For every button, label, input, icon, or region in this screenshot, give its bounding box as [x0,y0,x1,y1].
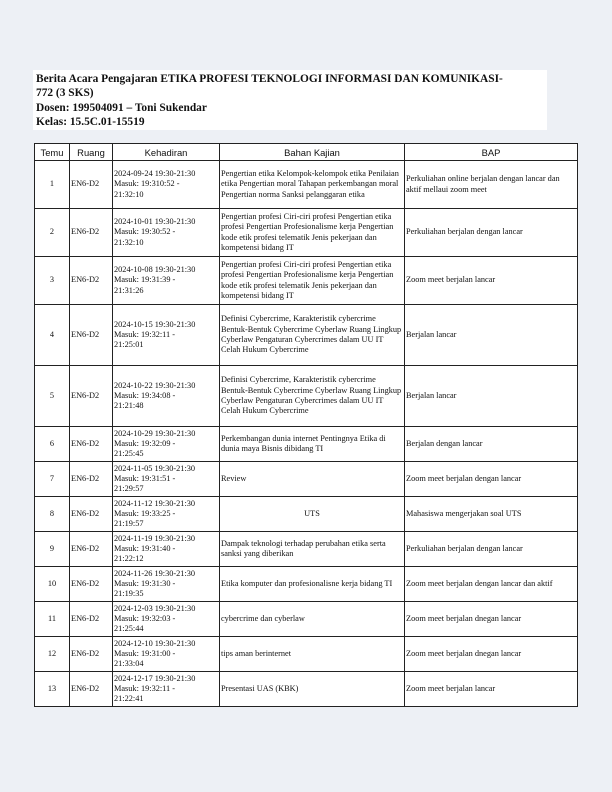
attendance-check-out: 21:19:57 [114,519,144,529]
attendance-check-in: Masuk: 19:34:08 - [114,390,176,400]
attendance-schedule: 2024-10-15 19:30-21:30 [114,319,196,329]
attendance-check-out: 21:32:10 [114,237,144,247]
attendance-schedule: 2024-10-29 19:30-21:30 [114,428,196,438]
table-row [35,209,578,257]
attendance-check-out: 21:31:26 [114,285,144,295]
attendance-cell [113,497,220,532]
study-material: UTS [220,497,405,532]
room-code: EN6-D2 [70,366,113,427]
attendance-check-in: Masuk: 19:31:51 - [114,473,176,483]
room-code: EN6-D2 [70,257,113,305]
meeting-number: 9 [35,532,70,567]
attendance-cell [113,209,220,257]
attendance-check-in: Masuk: 19:32:09 - [114,438,176,448]
attendance-cell [113,427,220,462]
teaching-record-table [34,143,578,707]
attendance-check-out: 21:25:01 [114,340,144,350]
attendance-check-in: Masuk: 19:32:03 - [114,613,176,623]
attendance-check-in: Masuk: 19:32:11 - [114,329,175,339]
attendance-cell [113,567,220,602]
attendance-cell [113,161,220,209]
bap-note: Perkuliahan berjalan dengan lancar [405,209,578,257]
study-material: cybercrime dan cyberlaw [220,602,405,637]
attendance-check-out: 21:22:41 [114,694,144,704]
bap-note: Berjalan lancar [405,366,578,427]
meeting-number: 6 [35,427,70,462]
table-row [35,305,578,366]
room-code: EN6-D2 [70,672,113,707]
attendance-schedule: 2024-12-10 19:30-21:30 [114,638,196,648]
attendance-cell [113,532,220,567]
bap-note: Mahasiswa mengerjakan soal UTS [405,497,578,532]
attendance-check-in: Masuk: 19:30:52 - [114,227,176,237]
table-row [35,497,578,532]
meeting-number: 12 [35,637,70,672]
room-code: EN6-D2 [70,637,113,672]
attendance-schedule: 2024-09-24 19:30-21:30 [114,169,196,179]
course-title-line-2: 772 (3 SKS) [36,87,94,100]
attendance-schedule: 2024-10-08 19:30-21:30 [114,265,196,275]
study-material: Etika komputer dan profesionalisne kerja bidang TI [220,567,405,602]
meeting-number: 13 [35,672,70,707]
meeting-number: 7 [35,462,70,497]
room-code: EN6-D2 [70,532,113,567]
attendance-check-in: Masuk: 19:310:52 - [114,179,180,189]
attendance-check-out: 21:19:35 [114,589,144,599]
table-row [35,257,578,305]
table-row [35,672,578,707]
meeting-number: 1 [35,161,70,209]
room-code: EN6-D2 [70,497,113,532]
meeting-number: 3 [35,257,70,305]
study-material: Pengertian profesi Ciri-ciri profesi Pengertian etika profesi Pengertian Profesionalisme kerja Pengertian kode etik profesi telematik Jenis pekerjaan dan kompetensi bidang IT [220,209,405,257]
course-title-line-1: Berita Acara Pengajaran ETIKA PROFESI TEKNOLOGI INFORMASI DAN KOMUNIKASI- [36,73,503,85]
attendance-cell [113,305,220,366]
bap-note: Zoom meet berjalan dnegan lancar [405,637,578,672]
table-row [35,462,578,497]
attendance-cell [113,672,220,707]
column-header-bap: BAP [405,144,578,161]
attendance-check-out: 21:33:04 [114,659,144,669]
study-material: Perkembangan dunia internet Pentingnya Etika di dunia maya Bisnis dibidang TI [220,427,405,462]
table-row [35,161,578,209]
room-code: EN6-D2 [70,567,113,602]
table-row [35,366,578,427]
attendance-check-in: Masuk: 19:31:40 - [114,543,176,553]
attendance-check-out: 21:25:45 [114,449,144,459]
attendance-check-in: Masuk: 19:31:39 - [114,275,176,285]
meeting-number: 8 [35,497,70,532]
table-row [35,637,578,672]
attendance-cell [113,366,220,427]
attendance-schedule: 2024-11-12 19:30-21:30 [114,498,196,508]
attendance-schedule: 2024-11-26 19:30-21:30 [114,568,196,578]
attendance-check-in: Masuk: 19:32:11 - [114,683,175,693]
room-code: EN6-D2 [70,427,113,462]
document-header [33,70,547,130]
table-row [35,567,578,602]
attendance-schedule: 2024-12-03 19:30-21:30 [114,603,196,613]
study-material: Review [220,462,405,497]
table-header-row [35,144,578,161]
bap-note: Berjalan lancar [405,305,578,366]
attendance-cell [113,462,220,497]
attendance-check-out: 21:22:12 [114,554,144,564]
attendance-check-in: Masuk: 19:33:25 - [114,508,176,518]
study-material: Pengertian profesi Ciri-ciri profesi Pengertian etika profesi Pengertian Profesionalisme kerja Pengertian kode etik profesi telematik Jenis pekerjaan dan kompetensi bidang IT [220,257,405,305]
attendance-cell [113,602,220,637]
study-material: Definisi Cybercrime, Karakteristik cybercrime Bentuk-Bentuk Cybercrime Cyberlaw Ruang Lingkup Cyberlaw Pengaturan Cybercrimes dalam UU IT Celah Hukum Cybercrime [220,366,405,427]
column-header-bahan-kajian: Bahan Kajian [220,144,405,161]
attendance-check-out: 21:32:10 [114,189,144,199]
bap-note: Perkuliahan berjalan dengan lancar [405,532,578,567]
attendance-cell [113,257,220,305]
class-info: Kelas: 15.5C.01-15519 [36,115,145,128]
room-code: EN6-D2 [70,209,113,257]
attendance-schedule: 2024-11-19 19:30-21:30 [114,533,196,543]
column-header-kehadiran: Kehadiran [113,144,220,161]
attendance-check-out: 21:21:48 [114,401,144,411]
study-material: Definisi Cybercrime, Karakteristik cybercrime Bentuk-Bentuk Cybercrime Cyberlaw Ruang Lingkup Cyberlaw Pengaturan Cybercrimes dalam UU IT Celah Hukum Cybercrime [220,305,405,366]
attendance-check-out: 21:25:44 [114,624,144,634]
attendance-schedule: 2024-10-22 19:30-21:30 [114,380,196,390]
attendance-schedule: 2024-11-05 19:30-21:30 [114,463,196,473]
bap-note: Berjalan dengan lancar [405,427,578,462]
table-row [35,427,578,462]
meeting-number: 10 [35,567,70,602]
bap-note: Zoom meet berjalan dnegan lancar [405,602,578,637]
meeting-number: 2 [35,209,70,257]
bap-note: Perkuliahan online berjalan dengan lancar dan aktif mellaui zoom meet [405,161,578,209]
table-row [35,532,578,567]
attendance-check-in: Masuk: 19:31:30 - [114,578,176,588]
bap-note: Zoom meet berjalan dengan lancar dan aktif [405,567,578,602]
room-code: EN6-D2 [70,602,113,637]
table-row [35,602,578,637]
meeting-number: 5 [35,366,70,427]
attendance-schedule: 2024-12-17 19:30-21:30 [114,673,196,683]
bap-note: Zoom meet berjalan lancar [405,257,578,305]
study-material: Dampak teknologi terhadap perubahan etika serta sanksi yang diberikan [220,532,405,567]
room-code: EN6-D2 [70,305,113,366]
attendance-check-in: Masuk: 19:31:00 - [114,648,176,658]
room-code: EN6-D2 [70,462,113,497]
attendance-cell [113,637,220,672]
study-material: tips aman berinternet [220,637,405,672]
meeting-number: 11 [35,602,70,637]
study-material: Presentasi UAS (KBK) [220,672,405,707]
attendance-schedule: 2024-10-01 19:30-21:30 [114,217,196,227]
lecturer-info: Dosen: 199504091 – Toni Sukendar [36,101,207,114]
column-header-ruang: Ruang [70,144,113,161]
study-material: Pengertian etika Kelompok-kelompok etika Penilaian etika Pengertian moral Tahapan perkembangan moral Pengertian norma Sanksi pelanggaran etika [220,161,405,209]
attendance-check-out: 21:29:57 [114,484,144,494]
room-code: EN6-D2 [70,161,113,209]
meeting-number: 4 [35,305,70,366]
bap-note: Zoom meet berjalan dengan lancar [405,462,578,497]
column-header-temu: Temu [35,144,70,161]
bap-note: Zoom meet berjalan lancar [405,672,578,707]
